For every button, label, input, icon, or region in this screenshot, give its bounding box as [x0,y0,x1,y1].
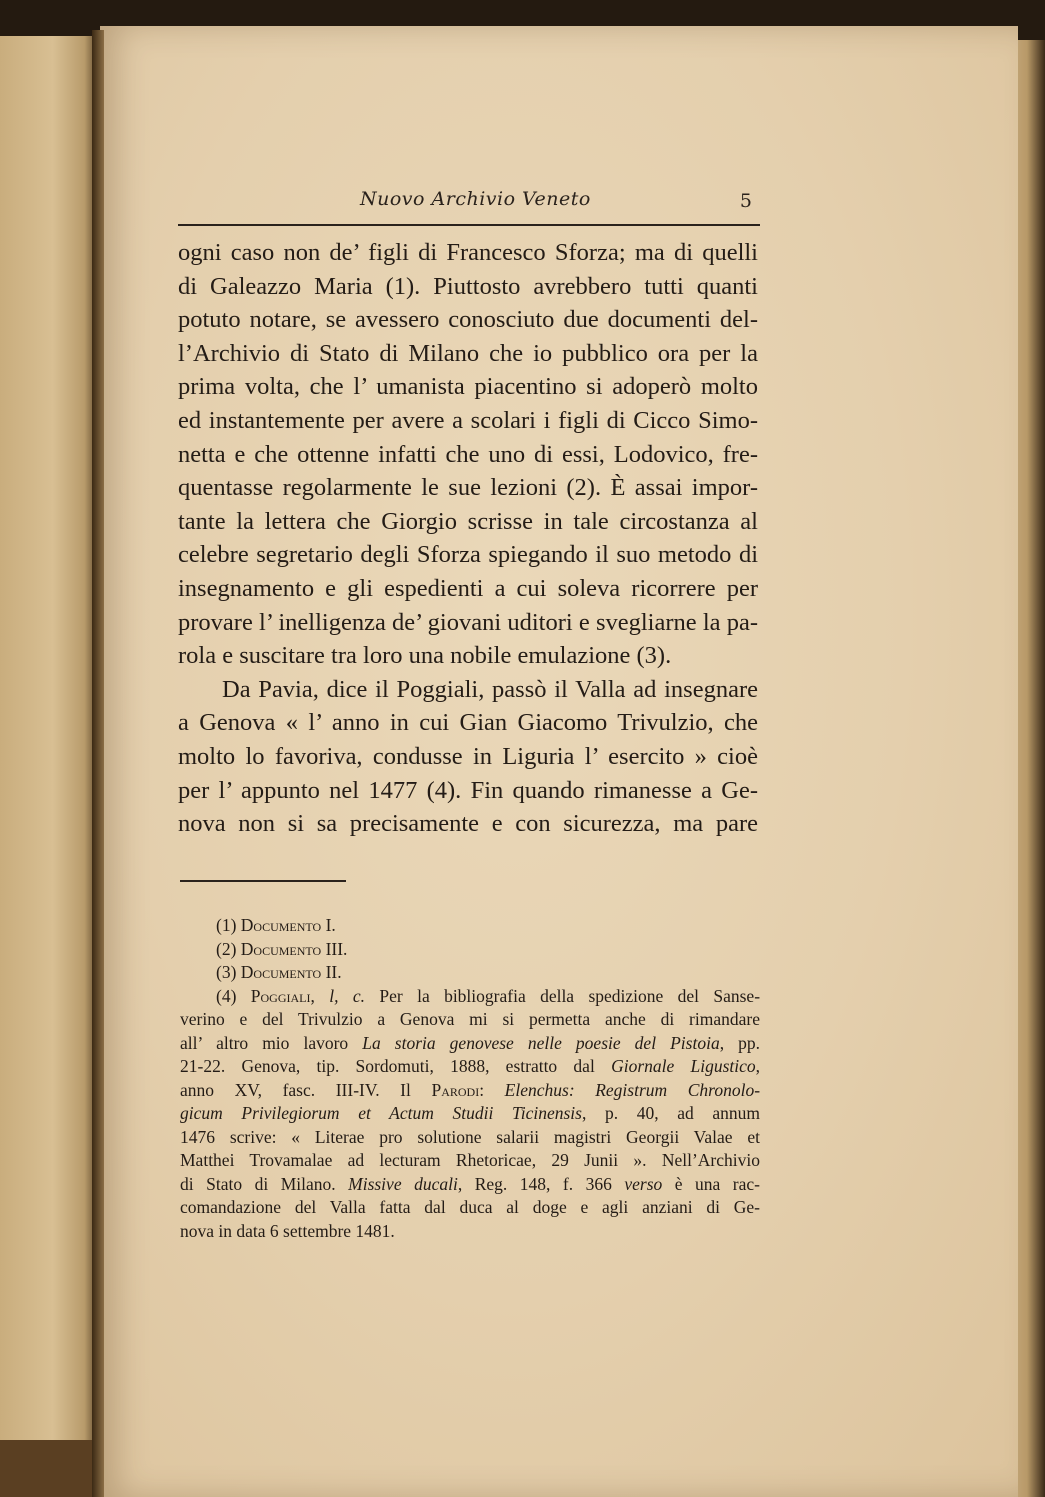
text-line: l’Archivio di Stato di Milano che io pubblico ora per la [178,339,758,367]
page-number: 5 [739,190,752,212]
text-line: provare l’ inelligenza de’ giovani uditori e svegliarne la pa- [178,608,758,636]
footnote-4: (4) Poggiali, l, c. Per la bibliografia della spedizione del Sanse- verino e del Trivulzio a Genova mi si permetta anche di rimandare all’ altro mio lavoro La storia genovese nelle poesie del Pistoia, pp. 21-22. Genova, tip. Sordomuti, 1888, estratto dal Giornale Ligustico, anno XV, fasc. III-IV. Il Parodi: Elenchus: Registrum Chronolo- gicum Privilegiorum et Actum Studii Ticinensis, p. 40, ad annum 1476 scrive: « Literae pro solutione salarii magistri Georgii Valae et Matthei Trovamalae ad lecturam Rhetoricae, 29 Junii ». Nell’Archivio di Stato di Milano. Missive ducali, Reg. 148, f. 366 verso è una rac- comandazione del Valla fatta dal duca al doge e agli anziani di Ge- nova in data 6 settembre 1481. [180,985,761,1241]
footnote-rule [180,880,346,882]
text-line: quentasse regolarmente le sue lezioni (2). È assai impor- [178,474,758,502]
text-line: nova non si sa precisamente e con sicurezza, ma pare [178,810,758,838]
text-line: ogni caso non de’ figli di Francesco Sforza; ma di quelli [178,239,758,266]
facing-page-edge [0,36,96,1497]
text-line: di Galeazzo Maria (1). Piuttosto avrebbero tutti quanti [178,272,758,300]
text-line: insegnamento e gli espedienti a cui soleva ricorrere per [178,574,758,602]
text-line: rola e suscitare tra loro una nobile emulazione (3). [178,642,672,670]
text-line: per l’ appunto nel 1477 (4). Fin quando rimanesse a Ge- [178,776,758,804]
text-line: tante la lettera che Giorgio scrisse in tale circostanza al [178,507,758,535]
footnotes [180,914,760,1243]
text-line: prima volta, che l’ umanista piacentino si adoperò molto [178,373,758,401]
text-line: molto lo favoriva, condusse in Liguria l’ esercito » cioè [178,742,758,770]
footnote-3: (3) Documento II. [216,962,342,982]
text-line: netta e che ottenne infatti che uno di essi, Lodovico, fre- [178,440,758,468]
text-line: a Genova « l’ anno in cui Gian Giacomo Trivulzio, che [178,709,758,737]
gutter [92,30,104,1497]
text-line: potuto notare, se avessero conosciuto due documenti del- [178,306,758,334]
header-rule [178,224,760,226]
body-text [178,236,758,841]
running-head [178,186,758,220]
footnote-2: (2) Documento III. [216,938,348,959]
paragraph-start-line: Da Pavia, dice il Poggiali, passò il Valla ad insegnare [222,675,758,703]
text-line: celebre segretario degli Sforza spiegando il suo metodo di [178,541,758,569]
journal-title: Nuovo Archivio Veneto [360,188,591,210]
text-line: ed instantemente per avere a scolari i figli di Cicco Simo- [178,406,758,434]
footnote-1: (1) Documento I. [216,915,336,935]
